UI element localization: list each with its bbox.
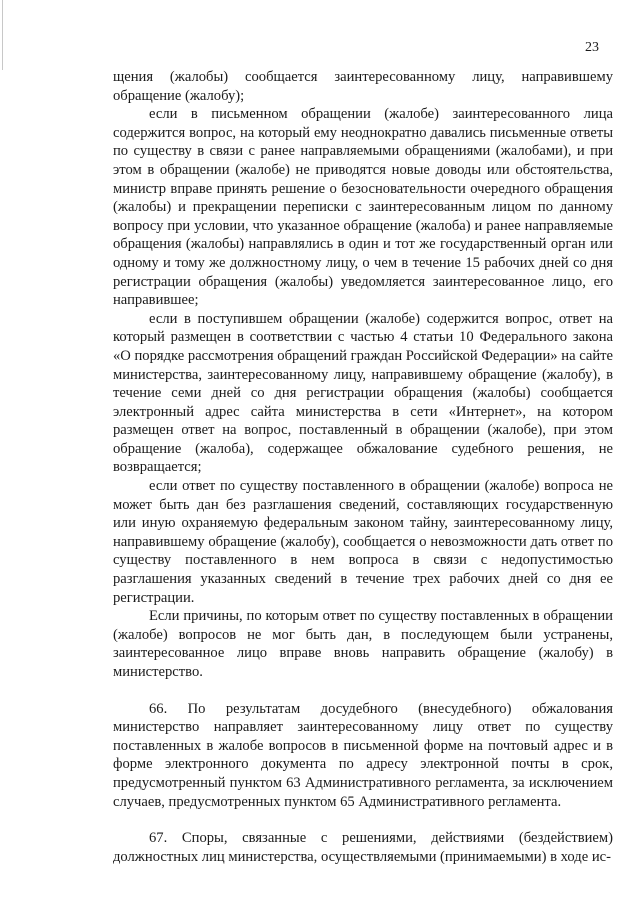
scan-edge-mark — [2, 0, 3, 70]
paragraph-repeated-inquiry: если в письменном обращении (жалобе) заинтересованного лица содержится вопрос, на который ему неоднократно давались письменные ответы по существу в связи с ранее направляемыми обращениями (жалобами), и при этом в обращении (жалобе) не приводятся новые доводы или обстоятельства, министр вправе принять решение о безосновательности очередного обращения (жалобы) и прекращении переписки с заинтересованным лицом по данному вопросу при условии, что указанное обращение (жалоба) и ранее направляемые обращения (жалобы) направлялись в один и тот же государственный орган или одному и тому же должностному лицу, о чем в течение 15 рабочих дней со дня регистрации обращения (жалобы) уведомляется заинтересованное лицо, его направившее; — [113, 106, 613, 309]
paragraph-67: 67. Споры, связанные с решениями, действиями (бездействием) должностных лиц министерства, осуществляемыми (принимаемыми) в ходе ис- — [113, 830, 613, 865]
paragraph-answer-published: если в поступившем обращении (жалобе) содержится вопрос, ответ на который размещен в соответствии с частью 4 статьи 10 Федерального закона «О порядке рассмотрения обращений граждан Российской Федерации» на сайте министерства, заинтересованному лицу, направившему обращение (жалобу), в течение семи дней со дня регистрации обращения (жалобы) сообщается электронный адрес сайта министерства в сети «Интернет», на котором размещен ответ на вопрос, поставленный в обращении (жалобе), при этом обращение (жалоба), содержащее обжалование судебного решения, не возвращается; — [113, 310, 613, 476]
document-body — [113, 68, 613, 866]
page-number: 23 — [585, 40, 599, 55]
paragraph-secret-information: если ответ по существу поставленного в обращении (жалобе) вопроса не может быть дан без разглашения сведений, составляющих государственную или иную охраняемую федеральным законом тайну, заинтересованному лицу, направившему обращение (жалобу), сообщается о невозможности дать ответ по существу поставленного в нем вопроса в связи с недопустимостью разглашения указанных сведений в течение трех рабочих дней со дня ее регистрации. — [113, 478, 613, 606]
paragraph-continuation: щения (жалобы) сообщается заинтересованному лицу, направившему обращение (жалобу); — [113, 69, 613, 104]
paragraph-66: 66. По результатам досудебного (внесудебного) обжалования министерство направляет заинтересованному лицу ответ по существу поставленных в жалобе вопросов в письменной форме на почтовый адрес и в форме электронного документа по адресу электронной почты в срок, предусмотренный пунктом 63 Административного регламента, за исключением случаев, предусмотренных пунктом 65 Административного регламента. — [113, 700, 613, 810]
paragraph-reasons-eliminated: Если причины, по которым ответ по существу поставленных в обращении (жалобе) вопросов не мог быть дан, в последующем были устранены, заинтересованное лицо вправе вновь направить обращение (жалобу) в министерство. — [113, 608, 613, 680]
